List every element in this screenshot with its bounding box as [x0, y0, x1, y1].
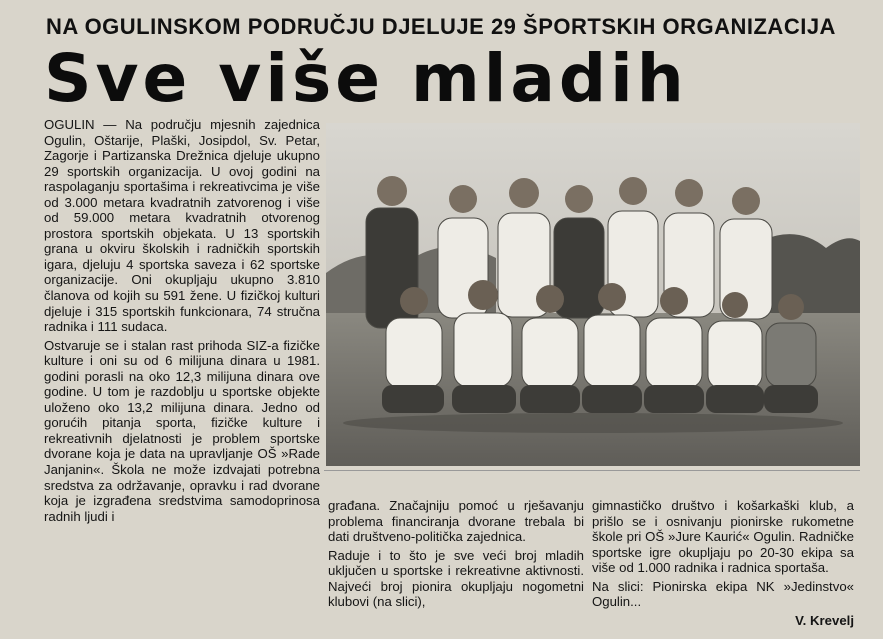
paragraph: OGULIN — Na području mjesnih zajednica Ogulin, Oštarije, Plaški, Josipdol, Sv. Petar, Zagorje i Partizanska Drežnica djeluje ukupno 29 sportskih organizacija. U ovoj godini na raspolaganju sportašima i rekreativcima je više od 3.000 metara kvadratnih zatvorenog i više od 59.000 metara kvadratnih otvorenog prostora sportskih objekata. U 13 sportskih grana u okviru školskih i radničkih sportskih igara, djeluju 4 sportska saveza i 62 sportske organizacije. Oni okupljaju ukupno 3.810 članova od kojih su 591 žene. U fizičkoj kulturi djeluje i 315 sportskih funkcionara, 74 stručna radnika i 111 sudaca.	[44, 117, 320, 335]
paragraph: Raduje i to što je sve veći broj mladih uključen u sportske i rekreativne aktivnosti. Najveći broj pionira okupljaju nogometni klubovi (na slici),	[328, 547, 584, 610]
article-column-middle	[328, 498, 584, 610]
photo-caption: Na slici: Pionirska ekipa NK »Jedinstvo« Ogulin...	[592, 578, 854, 610]
paragraph: Ostvaruje se i stalan rast prihoda SIZ-a fizičke kulture i oni su od 6 milijuna dinara u 1981. godini porasli na oko 12,3 milijuna dinara ove godine. U tom je razdoblju u sportske objekte uloženo oko 13,2 milijuna dinara. Jedno od gorućih pitanja sporta, fizičke kulture i rekreativnih djelatnosti je problem sportske dvorane koja je data na upravljanje OŠ »Rade Janjanin«. Škola ne može izdvajati potrebna sredstva za održavanje, opravku i rad dvorane koja je izgrađena sredstvima samodoprinosa radnih ljudi i	[44, 337, 320, 524]
paragraph: gimnastičko društvo i košarkaški klub, a prišlo se i osnivanju pionirske rukometne škole pri OŠ »Jure Kaurić« Ogulin. Radničke sportske igre okupljaju po 20-30 ekipa sa više od 1.000 radnika i radnica sportaša.	[592, 498, 854, 576]
main-headline: Sve više mladih	[44, 40, 688, 117]
paragraph: građana. Značajniju pomoć u rješavanju problema financiranja dvorane trebala bi dati društveno-politička zajednica.	[328, 498, 584, 545]
article-column-left	[44, 117, 320, 524]
author-signature: V. Krevelj	[795, 612, 854, 628]
team-photo	[326, 123, 860, 466]
photo-divider	[324, 470, 860, 471]
kicker-headline: NA OGULINSKOM PODRUČJU DJELUJE 29 ŠPORTSKIH ORGANIZACIJA	[46, 14, 836, 39]
article-column-right	[592, 498, 854, 628]
team-photo-image	[326, 123, 860, 466]
